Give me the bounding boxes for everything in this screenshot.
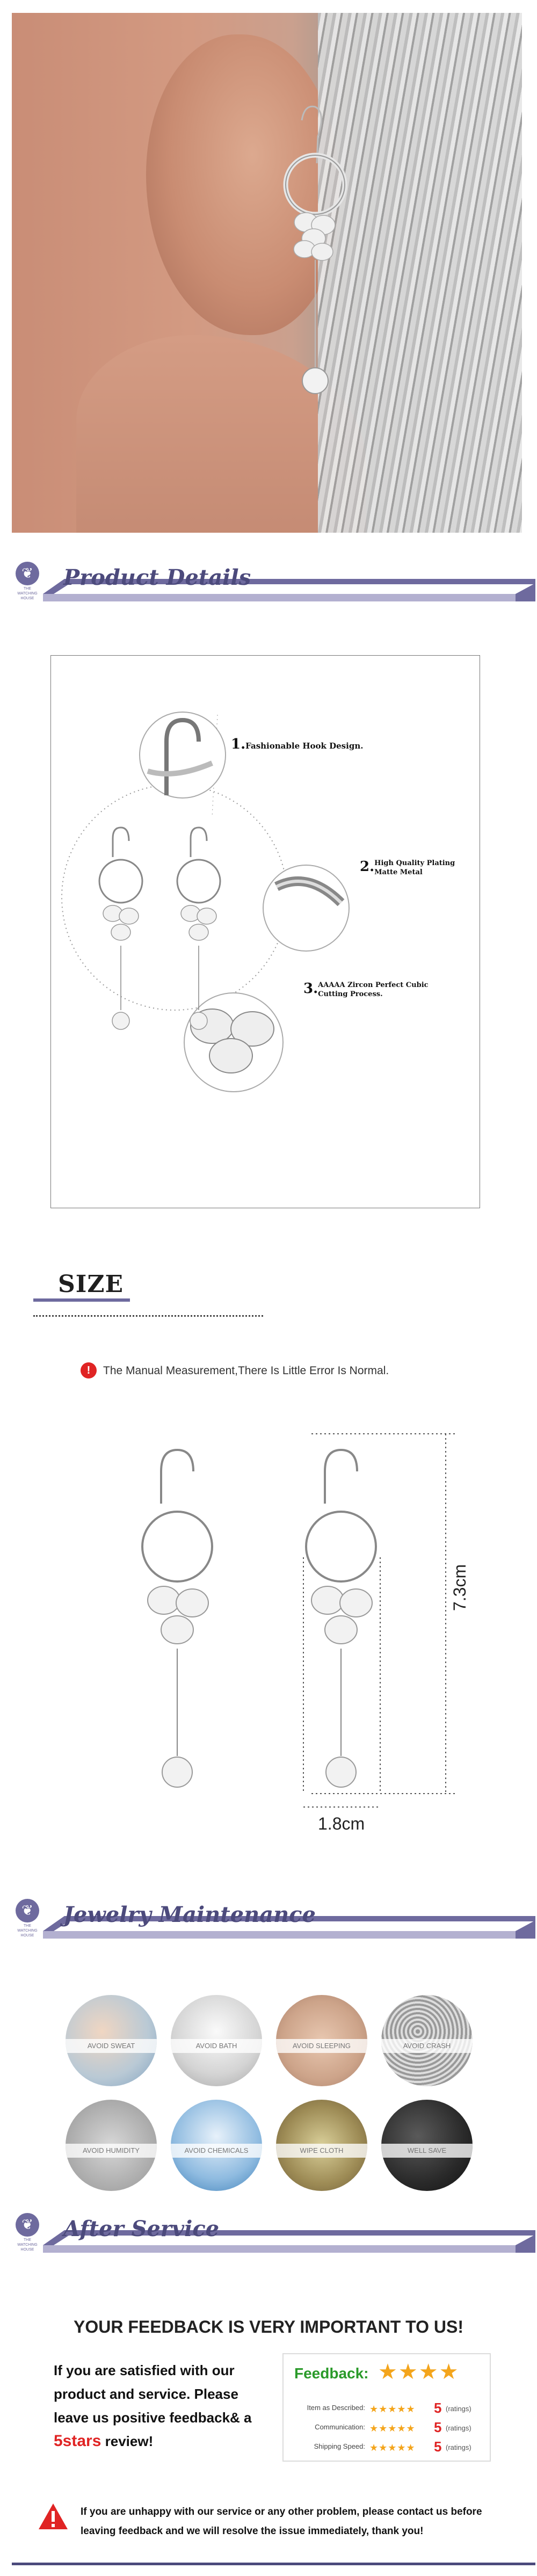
rating-label: Communication: — [315, 2423, 365, 2431]
size-underline — [33, 1298, 130, 1302]
brand-logo — [12, 558, 43, 601]
size-dotted-rule — [33, 1315, 263, 1317]
feedback-headline: YOUR FEEDBACK IS VERY IMPORTANT TO US! — [74, 2317, 463, 2336]
rating-unit: (ratings) — [446, 2405, 471, 2413]
alert-icon: ! — [81, 1362, 97, 1378]
section-title: Jewelry Maintenance — [63, 1902, 316, 1927]
maint-label: AVOID BATH — [171, 2039, 262, 2053]
feedback-card-title: Feedback: — [294, 2365, 369, 2382]
size-width-label: 1.8cm — [318, 1814, 365, 1833]
feature-1 — [231, 736, 363, 752]
feature-text: Fashionable Hook Design. — [245, 741, 364, 751]
rating-value: 5 — [434, 2439, 442, 2455]
feedback-request — [54, 2359, 268, 2453]
star-icon: ★★★★★ — [369, 2442, 416, 2453]
rating-value: 5 — [434, 2419, 442, 2435]
maint-item-avoid-bath — [171, 1995, 262, 2086]
brand-logo-text: THE WATCHING HOUSE — [17, 2238, 38, 2252]
brand-logo-mark: ❦ — [16, 2213, 39, 2237]
warning-text: If you are unhappy with our service or any other problem, please contact us before leaving feedback and we will resolve the issue immediately, thank you! — [81, 2506, 482, 2537]
maint-label: WELL SAVE — [381, 2144, 473, 2158]
section-header-product-details — [12, 558, 535, 601]
rating-label: Shipping Speed: — [314, 2442, 365, 2450]
feature-text: AAAAA Zircon Perfect Cubic Cutting Process. — [318, 981, 429, 998]
section-title: After Service — [63, 2216, 220, 2241]
feedback-request-text: If you are satisfied with our product and service. Please leave us positive feedback& a — [54, 2362, 252, 2426]
big-stars-icon: ★★★★ — [378, 2360, 460, 2384]
brand-logo-mark: ❦ — [16, 562, 39, 585]
maint-item-well-save — [381, 2100, 473, 2191]
rating-unit: (ratings) — [446, 2443, 471, 2451]
size-title: SIZE — [58, 1271, 124, 1298]
section-header-after-service — [12, 2210, 535, 2253]
feedback-rating-card — [282, 2353, 491, 2462]
rating-label: Item as Described: — [307, 2404, 365, 2412]
brand-logo — [12, 2210, 43, 2253]
rating-unit: (ratings) — [446, 2424, 471, 2432]
brand-logo — [12, 1896, 43, 1939]
size-note: The Manual Measurement,There Is Little Error Is Normal. — [103, 1365, 389, 1377]
maint-item-avoid-crash — [381, 1995, 473, 2086]
maint-label: AVOID CHEMICALS — [171, 2144, 262, 2158]
feature-number: 2. — [360, 859, 375, 875]
maint-label: AVOID CRASH — [381, 2039, 473, 2053]
brand-logo-text: THE WATCHING HOUSE — [17, 587, 38, 600]
feature-3 — [303, 981, 429, 999]
feature-number: 3. — [303, 981, 318, 997]
star-icon: ★★★★★ — [369, 2423, 416, 2434]
maint-item-avoid-sweat — [66, 1995, 157, 2086]
rating-value: 5 — [434, 2400, 442, 2416]
maint-item-avoid-sleeping — [276, 1995, 367, 2086]
warning-icon — [38, 2502, 69, 2530]
section-title: Product Details — [63, 565, 251, 590]
product-details-panel — [50, 655, 480, 1208]
brand-logo-text: THE WATCHING HOUSE — [17, 1924, 38, 1938]
feature-2 — [360, 859, 455, 877]
hero-photo — [12, 13, 522, 533]
maint-item-wipe-cloth — [276, 2100, 367, 2191]
feedback-stars-text: 5stars — [54, 2432, 101, 2450]
maint-label: AVOID SLEEPING — [276, 2039, 367, 2053]
hero-earring — [12, 13, 522, 533]
star-icon: ★★★★★ — [369, 2404, 416, 2414]
section-header-maintenance — [12, 1896, 535, 1939]
brand-logo-mark: ❦ — [16, 1899, 39, 1922]
size-height-label: 7.3cm — [450, 1564, 469, 1611]
maint-item-avoid-chemicals — [171, 2100, 262, 2191]
maint-item-avoid-humidity — [66, 2100, 157, 2191]
feature-text: High Quality Plating Matte Metal — [374, 859, 455, 876]
maint-label: AVOID HUMIDITY — [66, 2144, 157, 2158]
size-illustration — [102, 1423, 489, 1831]
maint-label: WIPE CLOTH — [276, 2144, 367, 2158]
feedback-review-text: review! — [101, 2433, 154, 2449]
maint-label: AVOID SWEAT — [66, 2039, 157, 2053]
feature-number: 1. — [231, 736, 246, 752]
footer-line — [12, 2563, 535, 2565]
